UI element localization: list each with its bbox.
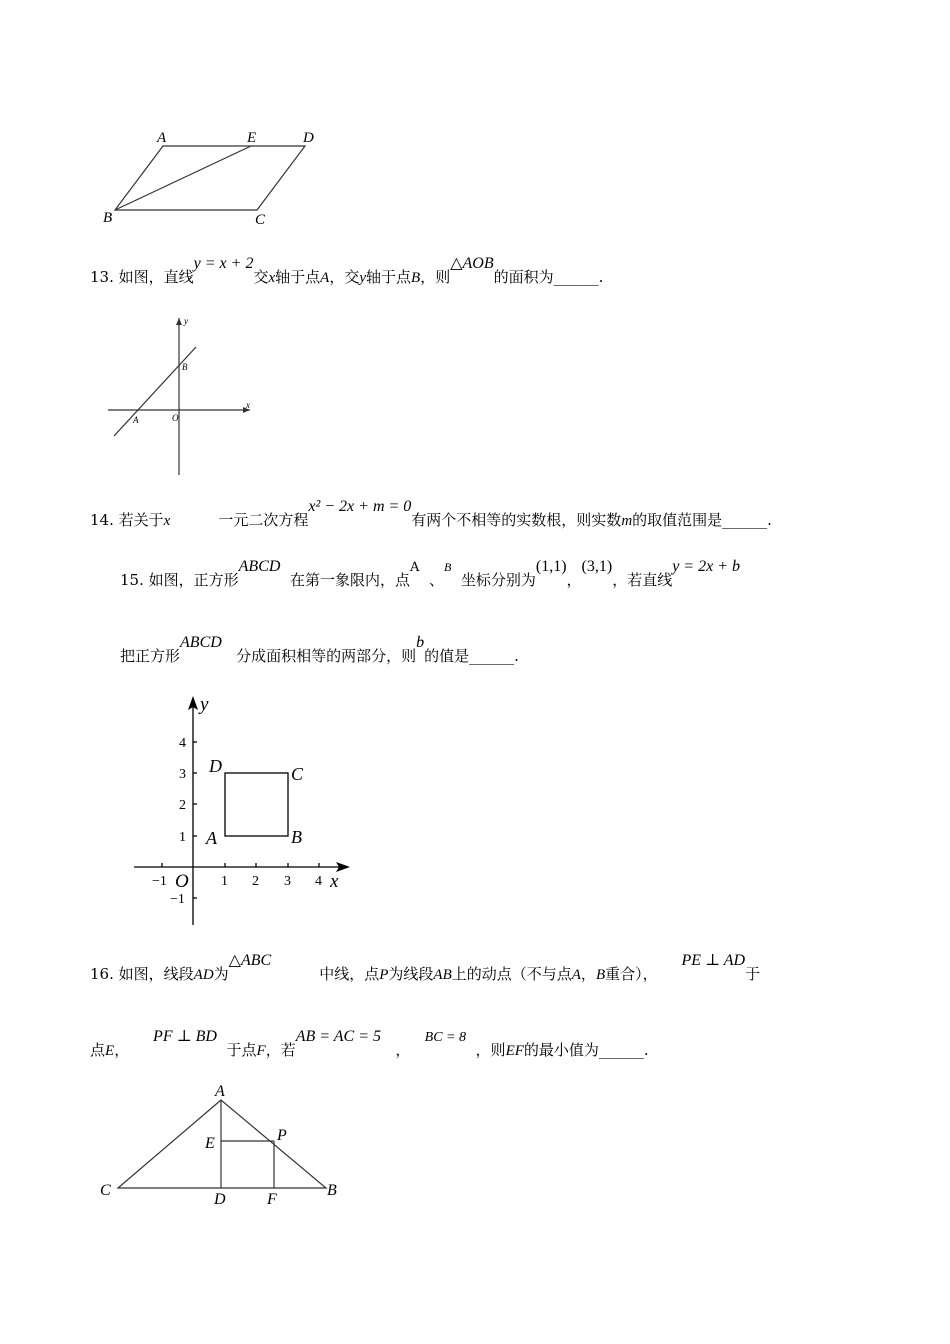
q16-condition-1: AB = AC = 5 — [295, 1028, 382, 1045]
q16-text-11: 于点 — [226, 1041, 257, 1059]
question-13 — [90, 255, 604, 288]
q13-y: y — [359, 270, 367, 286]
q14-answer-blank: ______ — [722, 511, 768, 529]
label-p: P — [277, 1127, 287, 1144]
q16-perp-pe-ad: PE ⊥ AD — [681, 952, 746, 969]
triangle-figure — [95, 1078, 355, 1213]
x-tick-label-1: 1 — [221, 874, 228, 889]
q16-ab: AB — [433, 967, 452, 983]
label-d: D — [303, 130, 314, 146]
q16-end: . — [643, 1041, 649, 1059]
q13-text-6: ，则 — [420, 268, 451, 286]
y-tick-label-4: 4 — [179, 736, 186, 751]
q15-end: . — [514, 647, 519, 665]
q16-text-6: ， — [580, 965, 596, 983]
q16-a: A — [571, 967, 581, 983]
label-e: E — [205, 1135, 215, 1152]
label-a: A — [133, 415, 139, 425]
q16-text-5: 上的动点（不与点 — [451, 965, 572, 983]
q15-text-5: 把正方形 — [120, 647, 181, 665]
q16-text-10: ， — [114, 1041, 130, 1059]
line-y-x-2 — [114, 347, 196, 436]
q16-perp-pf-bd: PF ⊥ BD — [153, 1028, 217, 1045]
q13-x: x — [268, 270, 276, 286]
q15-b: b — [416, 634, 425, 651]
triangle-abc — [118, 1100, 326, 1188]
q15-number: 15. — [120, 571, 144, 589]
q14-text-3: 有两个不相等的实数根，则实数 — [411, 511, 622, 529]
q15-text-4: ，若直线 — [612, 571, 673, 589]
y-tick-label-2: 2 — [179, 798, 186, 813]
q15-text: 如图，正方形 — [148, 571, 239, 589]
q15-line-equation: y = 2x + b — [672, 558, 740, 575]
q15-text-3: 坐标分别为 — [460, 571, 536, 589]
q15-point1: (1,1) — [535, 558, 567, 575]
q14-text-4: 的取值范围是 — [632, 511, 723, 529]
y-tick-label-3: 3 — [179, 767, 186, 782]
label-a: A — [157, 130, 167, 146]
q16-text: 如图，线段 — [118, 965, 194, 983]
q15-answer-blank: ______ — [469, 647, 515, 665]
q16-text-8: 于 — [745, 965, 761, 983]
q13-text-4: ，交 — [329, 268, 360, 286]
label-b: B — [291, 827, 302, 847]
q16-text-14: ，则 — [475, 1041, 506, 1059]
q14-number: 14. — [90, 511, 114, 529]
question-15 — [120, 558, 740, 592]
q16-text-7: 重合）， — [605, 965, 658, 983]
axis-label-y: y — [184, 316, 188, 326]
q16-text-4: 为线段 — [388, 965, 434, 983]
q15-point-a: A — [410, 560, 420, 575]
x-tick-label-3: 3 — [284, 874, 291, 889]
q13-text-3: 轴于点 — [275, 268, 321, 286]
q15-square: ABCD — [238, 558, 281, 575]
q15-point-b: B — [443, 560, 452, 574]
q16-answer-blank: ______ — [598, 1041, 644, 1059]
q13-a: A — [320, 270, 330, 286]
q13-number: 13. — [90, 268, 114, 286]
question-14 — [90, 498, 772, 531]
parallelogram-figure — [95, 120, 335, 235]
q13-text-7: 的面积为 — [493, 268, 554, 286]
q14-x: x — [163, 513, 171, 529]
axis-label-y: y — [200, 694, 209, 715]
q15-text-7: 的值是 — [424, 647, 470, 665]
q16-text-13: ， — [395, 1041, 411, 1059]
label-b: B — [182, 362, 188, 372]
q15-sep: 、 — [428, 571, 444, 589]
q15-point2: (3,1) — [581, 558, 613, 575]
q15-text-6: 分成面积相等的两部分，则 — [236, 647, 417, 665]
q16-text-2: 为 — [213, 965, 229, 983]
q15-comma: ， — [566, 571, 582, 589]
q16-condition-2: BC = 8 — [424, 1030, 466, 1045]
question-16-line-2 — [90, 1028, 649, 1062]
x-tick-label-neg1: −1 — [152, 874, 167, 889]
segment-be — [115, 146, 251, 210]
q13-text: 如图，直线 — [118, 268, 194, 286]
label-o: O — [175, 871, 189, 892]
q16-text-9: 点 — [90, 1041, 106, 1059]
q16-text-15: 的最小值为 — [523, 1041, 599, 1059]
y-axis-arrow — [176, 318, 182, 325]
label-a: A — [206, 828, 217, 848]
q16-e: E — [105, 1043, 115, 1059]
axis-label-x: x — [246, 400, 250, 410]
label-c: C — [291, 764, 304, 784]
q16-p: P — [379, 967, 389, 983]
q14-end: . — [767, 511, 772, 529]
label-c: C — [100, 1182, 111, 1199]
q16-text-3: 中线，点 — [319, 965, 380, 983]
q14-text-2: 一元二次方程 — [218, 511, 309, 529]
q14-equation: x² − 2x + m = 0 — [308, 498, 412, 515]
q13-end: . — [598, 268, 604, 286]
label-c: C — [255, 212, 266, 228]
x-tick-label-2: 2 — [252, 874, 259, 889]
line-graph-figure — [100, 310, 260, 480]
q16-f: F — [256, 1043, 266, 1059]
label-o: O — [172, 413, 179, 423]
question-15-line-2 — [120, 634, 519, 667]
label-a: A — [215, 1083, 225, 1100]
y-tick-label-1: 1 — [179, 830, 186, 845]
label-b: B — [327, 1182, 337, 1199]
axis-label-x: x — [330, 871, 339, 892]
q16-ad: AD — [193, 967, 214, 983]
q16-triangle: △ABC — [228, 952, 272, 969]
q13-answer-blank: ______ — [553, 268, 599, 286]
label-f: F — [267, 1191, 277, 1208]
label-d: D — [214, 1191, 226, 1208]
parallelogram-abcd — [115, 146, 305, 210]
q13-b: B — [411, 270, 421, 286]
label-b: B — [103, 210, 113, 226]
q16-b: B — [595, 967, 606, 983]
square-coordinate-figure — [130, 690, 360, 930]
q13-triangle: △AOB — [450, 255, 494, 272]
q13-line-equation: y = x + 2 — [193, 255, 254, 272]
label-e: E — [247, 130, 257, 146]
square-abcd — [225, 773, 288, 836]
x-tick-label-4: 4 — [315, 874, 322, 889]
q16-text-12: ，若 — [265, 1041, 296, 1059]
q15-square-2: ABCD — [180, 634, 222, 651]
q14-m: m — [621, 513, 633, 529]
question-16 — [90, 952, 761, 985]
label-d: D — [209, 756, 222, 776]
q15-text-2: 在第一象限内，点 — [289, 571, 410, 589]
q13-text-2: 交 — [253, 268, 269, 286]
q16-ef: EF — [505, 1043, 524, 1059]
y-tick-label-neg1: −1 — [170, 892, 185, 907]
q16-number: 16. — [90, 965, 114, 983]
q14-text: 若关于 — [118, 511, 164, 529]
q13-text-5: 轴于点 — [366, 268, 412, 286]
